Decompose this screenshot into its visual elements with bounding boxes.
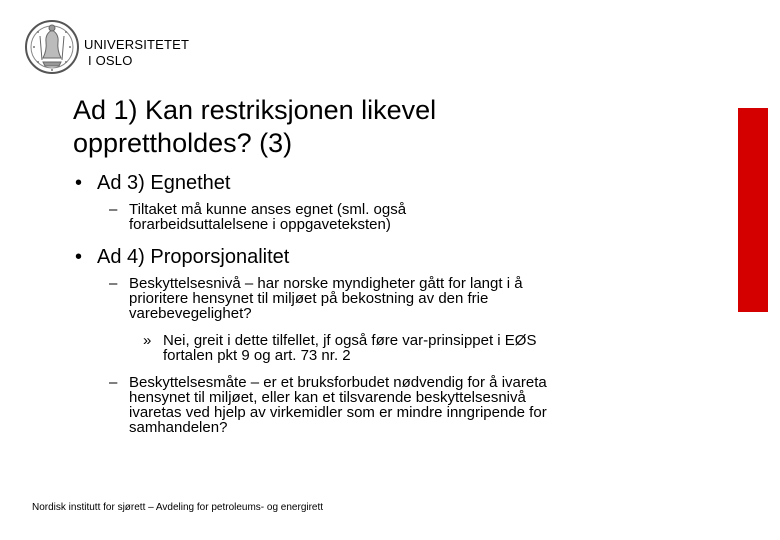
footer-text: Nordisk institutt for sjørett – Avdeling for petroleums- og energirett	[32, 502, 324, 513]
dash-marker: –	[109, 374, 118, 391]
sub-bullet-line: samhandelen?	[129, 419, 228, 436]
sub-bullet-line: prioritere hensynet til miljøet på bekostning av den frie	[129, 290, 489, 307]
sub-bullet-line: ivaretas ved hjelp av virkemidler som er mindre inngripende for	[129, 404, 547, 421]
title-line-1: Ad 1) Kan restriksjonen likevel	[73, 95, 437, 125]
sub-sub-bullet-item	[143, 332, 537, 364]
sub-bullet-line: Beskyttelsesmåte – er et bruksforbudet nødvendig for å ivareta	[129, 374, 547, 391]
sub-bullet-line: hensynet til miljøet, eller kan et tilsvarende beskyttelsesnivå	[129, 389, 526, 406]
bullet-marker: •	[75, 246, 83, 268]
title-line-2: opprettholdes? (3)	[73, 128, 293, 158]
institution-name	[84, 37, 189, 69]
sub-bullet-item	[109, 374, 547, 436]
institution-line-1: UNIVERSITETET	[84, 37, 190, 52]
bullet-text: Ad 4) Proporsjonalitet	[97, 246, 290, 268]
chevron-marker: »	[143, 332, 152, 349]
sub-bullet-line: Tiltaket må kunne anses egnet (sml. også	[129, 201, 407, 218]
bullet-text: Ad 3) Egnethet	[97, 172, 231, 194]
accent-bar	[738, 108, 768, 312]
university-seal-icon	[24, 16, 80, 78]
sub-bullet-item	[109, 275, 523, 322]
bullet-item	[75, 172, 231, 194]
sub-bullet-line: forarbeidsuttalelsene i oppgaveteksten)	[129, 216, 391, 233]
sub-bullet-item	[109, 201, 407, 233]
dash-marker: –	[109, 275, 118, 292]
institution-line-2: I OSLO	[88, 53, 133, 68]
sub-sub-bullet-line: fortalen pkt 9 og art. 73 nr. 2	[163, 347, 351, 364]
sub-sub-bullet-line: Nei, greit i dette tilfellet, jf også føre var-prinsippet i EØS	[163, 332, 537, 349]
sub-bullet-line: Beskyttelsesnivå – har norske myndigheter gått for langt i å	[129, 275, 523, 292]
bullet-item	[75, 246, 290, 268]
dash-marker: –	[109, 201, 118, 218]
bullet-marker: •	[75, 172, 83, 194]
sub-bullet-line: varebevegelighet?	[129, 305, 252, 322]
slide-title	[73, 94, 436, 160]
